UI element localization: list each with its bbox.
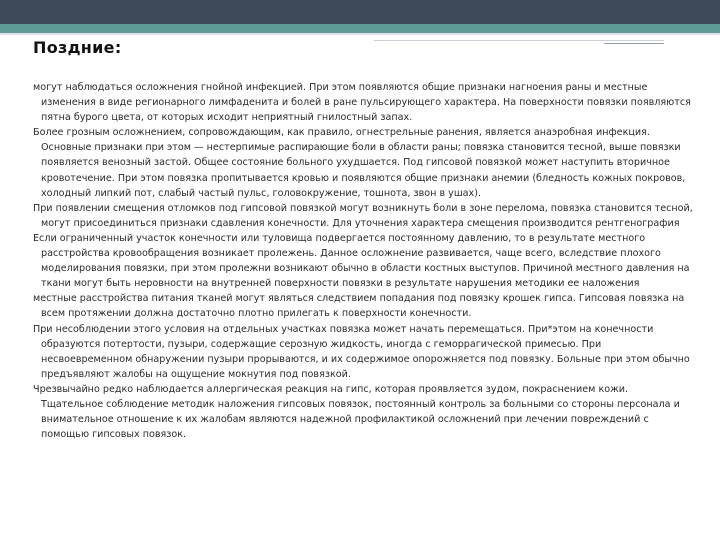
paragraph-tissue-nutrition: местные расстройства питания тканей могут являться следствием попадания под повязку крошек гипса. Гипсовая повязка на всем протяжении должна достаточно плотно прилегать к поверхности конечности.: [33, 293, 685, 320]
paragraph-fragment-displacement: При появлении смещения отломков под гипсовой повязкой могут возникнуть боли в зоне перелома, повязка становится тесной, могут присоединиться признаки сдавления конечности. Для уточнения характера смещения производится рентгенография: [33, 202, 693, 229]
slide-title: Поздние:: [33, 38, 122, 57]
slide-body: [33, 80, 693, 442]
header-shadow: [0, 33, 720, 35]
decorative-line: [374, 40, 664, 41]
paragraph-allergic-reaction: Чрезвычайно редко наблюдается аллергическая реакция на гипс, которая проявляется зудом, покраснением кожи. Тщательное соблюдение методик наложения гипсовых повязок, постоянный контроль за больными со стороны персонала и внимательное отношение к их жалобам являются надежной профилактикой осложнений при лечении повреждений с помощью гипсовых повязок.: [33, 383, 680, 441]
paragraph-purulent-infection: могут наблюдаться осложнения гнойной инфекцией. При этом появляются общие признаки нагноения раны и местные изменения в виде регионарного лимфаденита и болей в ране пульсирующего характера. На поверхности повязки появляются пятна бурого цвета, от которых исходит неприятный гнилостный запах.: [33, 82, 691, 124]
paragraph-anaerobic-infection: Более грозным осложнением, сопровождающим, как правило, огнестрельные ранения, является анаэробная инфекция. Основные признаки при этом — нестерпимые распирающие боли в области раны; повязка становится тесной, выше повязки появляется венозный застой. Общее состояние больного ухудшается. Под гипсовой повязкой может наступить вторичное кровотечение. При этом повязка пропитывается кровью и появляются общие признаки анемии (бледность кожных покровов, холодный липкий пот, слабый частый пульс, головокружение, тошнота, звон в ушах).: [33, 127, 686, 199]
paragraph-abrasions-blisters: При несоблюдении этого условия на отдельных участках повязка может начать перемещаться. При*этом на конечности образуются потертости, пузыри, содержащие серозную жидкость, иногда с геморрагической примесью. При несвоевременном обнаружении пузыри прорываются, и их содержимое опорожняется под повязку. Больные при этом обычно предъявляют жалобы на ощущение мокнутия под повязкой.: [33, 323, 690, 380]
paragraph-pressure-sore: Если ограниченный участок конечности или туловища подвергается постоянному давлению, то в результате местного расстройства кровообращения возникает пролежень. Данное осложнение развивается, чаще всего, вследствие плохого моделирования повязки, при этом пролежни возникают обычно в области костных выступов. Причиной местного давления на ткани могут быть неровности на внутренней поверхности повязки в результате нарушения методики ее наложения: [33, 232, 690, 290]
header-accent-stripe: [0, 24, 720, 33]
header-band: [0, 0, 720, 24]
decorative-line-short: [604, 43, 664, 44]
